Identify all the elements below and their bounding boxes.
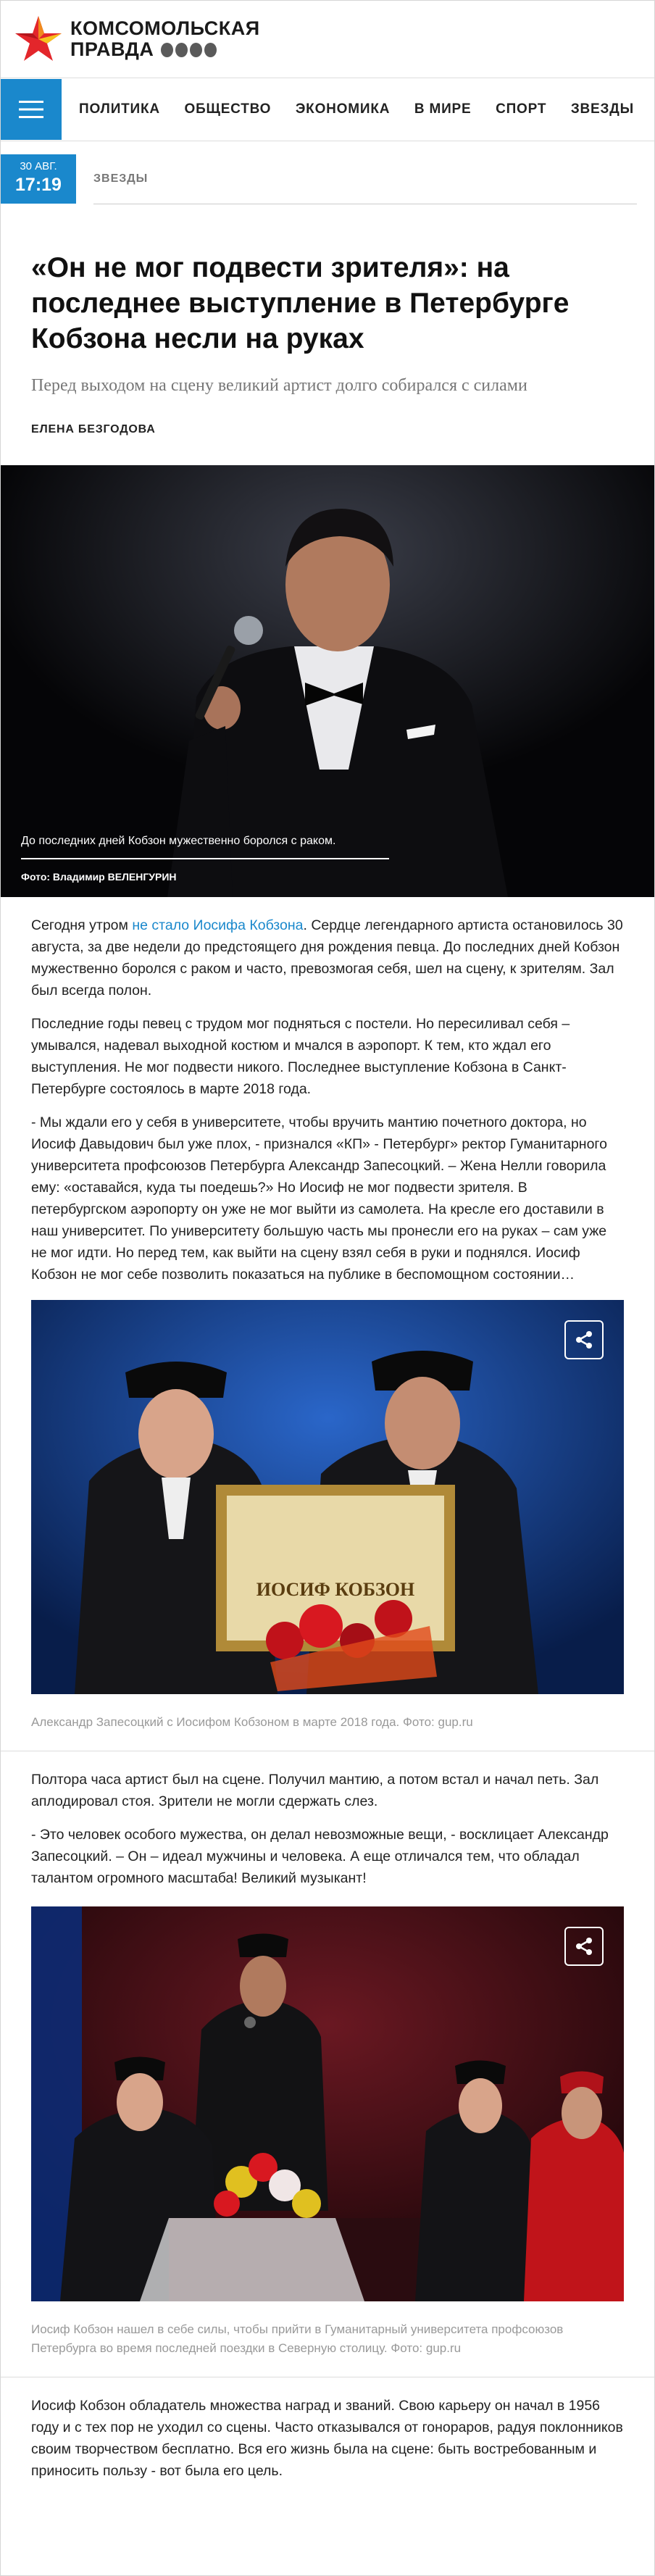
nav-item-world[interactable]: В МИРЕ (414, 101, 472, 117)
diploma-name: ИОСИФ КОБЗОН (256, 1579, 415, 1600)
paragraph-2: Последние годы певец с трудом мог подняться с постели. Но пересиливал себя – умывался, надевал выходной костюм и мчался в аэропорт. К тем, кто ждал его выступления. Не мог подвести никого. Последнее выступление Кобзона в Санкт-Петербурге состоялось в марте 2018 года. (31, 1016, 570, 1097)
hamburger-icon (19, 99, 43, 120)
nav-items (62, 101, 654, 117)
hero-photo (1, 465, 654, 897)
award-order-icon (175, 43, 188, 57)
article-title: «Он не мог подвести зрителя»: на последнее выступление в Петербурге Кобзона несли на руках (31, 252, 570, 354)
hero-caption: До последних дней Кобзон мужественно боролся с раком. (21, 835, 336, 847)
nav-item-sport[interactable]: СПОРТ (496, 101, 547, 117)
article-lead: Перед выходом на сцену великий артист долго собирался с силами (31, 376, 527, 395)
brand-logo[interactable] (70, 19, 260, 59)
share-button[interactable] (564, 1320, 604, 1359)
rubric-bar (93, 154, 637, 204)
photo-ceremony-2-image (31, 1906, 624, 2301)
paragraph-1-end: . Сердце легендарного артиста остановилось 30 августа, за две недели до предстоящего дня рождения певца. До последних дней Кобзон мужественно боролся с раком и часто, превозмогая себя, шел на сцену, к зрителям. Зал был всегда полон. (31, 917, 623, 999)
photo-ceremony-1 (31, 1300, 624, 1694)
hero-credit: Фото: Владимир ВЕЛЕНГУРИН (21, 871, 177, 883)
hero-image (1, 465, 654, 897)
share-icon (575, 1937, 593, 1956)
obituary-link[interactable]: не стало Иосифа Кобзона (132, 917, 304, 933)
brand-line-2: ПРАВДА (70, 38, 154, 60)
photo-ceremony-1-caption: Александр Запесоцкий с Иосифом Кобзоном в марте 2018 года. Фото: gup.ru (31, 1715, 473, 1729)
paragraph-1-start: Сегодня утром (31, 917, 133, 933)
paragraph-3: - Мы ждали его у себя в университете, чтобы вручить мантию почетного доктора, но Иосиф Давыдович был уже плох, - признался «КП» - Петербург» ректор Гуманитарного университета профсоюзов Петербурга Александр Запесоцкий. – Жена Нелли говорила ему: «оставайся, куда ты поедешь?» Но Иосиф не мог подвести зрителя. В петербургском аэропорту он уже не мог выйти из самолета. На кресле его доставили в наш университет. По университету большую часть мы пронесли его на руках – сам уже не мог идти. Но перед тем, как выйти на сцену взял себя в руки и поднялся. Иосиф Кобзон не мог себе позволить показаться на публике в беспомощном состоянии… (31, 1114, 607, 1283)
brand-line-1: КОМСОМОЛЬСКАЯ (70, 17, 260, 39)
header-logo-bar (1, 1, 654, 78)
nav-item-stars[interactable]: ЗВЕЗДЫ (570, 101, 634, 117)
award-order-icon (161, 43, 173, 57)
publish-date: 30 АВГ. (20, 160, 57, 172)
article-header (1, 250, 654, 436)
photo-ceremony-2-caption: Иосиф Кобзон нашел в себе силы, чтобы прийти в Гуманитарный университета профсоюзов Петербурга во время последней поездки в Северную столицу. Фото: gup.ru (31, 2322, 564, 2355)
photo-ceremony-2 (31, 1906, 624, 2301)
menu-button[interactable] (1, 79, 62, 140)
date-badge (1, 154, 76, 204)
paragraph-5: - Это человек особого мужества, он делал невозможные вещи, - восклицает Александр Запесоцкий. – Он – идеал мужчины и человека. А еще отличался тем, что обладал талантом огромного масштаба! Великий музыкант! (31, 1827, 609, 1886)
rubric-link[interactable]: ЗВЕЗДЫ (93, 172, 149, 185)
award-order-icon (204, 43, 217, 57)
award-order-icon (190, 43, 202, 57)
nav-item-economy[interactable]: ЭКОНОМИКА (295, 101, 391, 117)
paragraph-4: Полтора часа артист был на сцене. Получил мантию, а потом встал и начал петь. Зал аплодировал стоя. Зрители не могли сдержать слез. (31, 1772, 599, 1809)
nav-item-politics[interactable]: ПОЛИТИКА (79, 101, 160, 117)
brand-star-icon[interactable] (14, 14, 63, 64)
share-icon (575, 1330, 593, 1349)
hero-caption-rule (21, 858, 389, 859)
article-author[interactable]: ЕЛЕНА БЕЗГОДОВА (31, 423, 156, 435)
article-meta-row (1, 141, 654, 222)
paragraph-6: Иосиф Кобзон обладатель множества наград и званий. Свою карьеру он начал в 1956 году и с тех пор не уходил со сцены. Часто отказывался от гонораров, радуя поклонников своим творчеством бесплатно. Вся его жизнь была на сцене: быть востребованным и приносить пользу - вот была его цель. (31, 2398, 623, 2479)
paragraph-1 (31, 914, 624, 1001)
nav-item-society[interactable]: ОБЩЕСТВО (184, 101, 272, 117)
photo-ceremony-1-image (31, 1300, 624, 1694)
share-button[interactable] (564, 1927, 604, 1966)
main-nav (1, 78, 654, 141)
brand-awards (161, 43, 217, 57)
publish-time: 17:19 (15, 175, 62, 195)
